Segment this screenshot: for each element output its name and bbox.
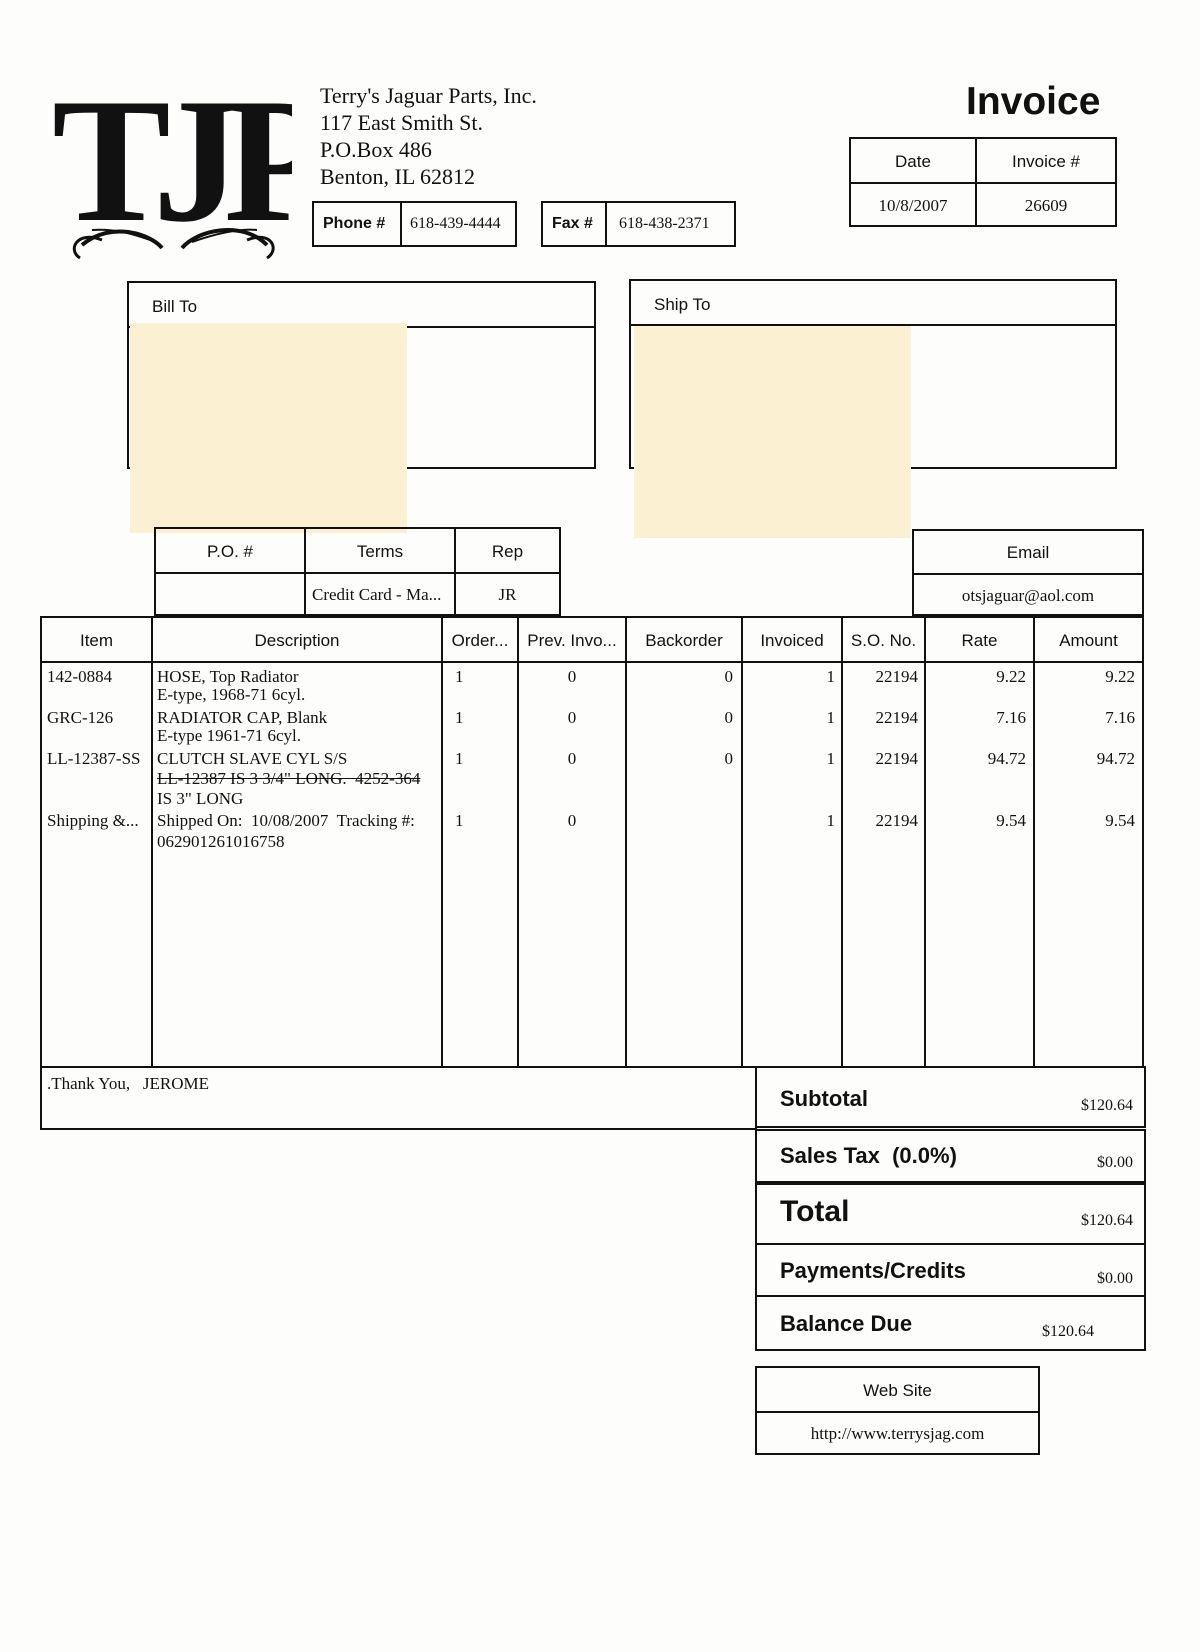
rep-value: JR xyxy=(498,585,517,604)
terms-label: Terms xyxy=(356,542,404,561)
website-box xyxy=(755,1366,1040,1455)
sales-tax-value: $0.00 xyxy=(1097,1154,1133,1171)
subtotal-label: Subtotal xyxy=(780,1086,868,1111)
row-description: RADIATOR CAP, Blank xyxy=(157,708,328,727)
row-amount: 9.22 xyxy=(1105,667,1135,686)
phone-label: Phone # xyxy=(323,215,386,232)
row-so-number: 22194 xyxy=(875,749,918,768)
row-description: CLUTCH SLAVE CYL S/S xyxy=(157,749,348,768)
row-item: Shipping &... xyxy=(47,811,139,830)
row-amount: 7.16 xyxy=(1105,708,1135,727)
invoice-date-number-box xyxy=(849,137,1117,227)
row-rate: 9.22 xyxy=(996,667,1026,686)
row-description-line2: LL-12387 IS 3 3/4" LONG. 4252-364 xyxy=(157,769,421,788)
subtotal-value: $120.64 xyxy=(1081,1097,1133,1114)
row-backorder: 0 xyxy=(724,667,733,686)
company-logo xyxy=(52,70,292,270)
ship-to-address-redacted xyxy=(634,326,911,538)
total-label: Total xyxy=(780,1195,850,1228)
date-label: Date xyxy=(895,152,931,171)
row-amount: 94.72 xyxy=(1096,749,1135,768)
header-backorder: Backorder xyxy=(645,631,723,650)
company-name: Terry's Jaguar Parts, Inc. xyxy=(320,83,537,108)
terms-value: Credit Card - Ma... xyxy=(312,585,442,604)
invoice-number-label: Invoice # xyxy=(1011,152,1081,171)
balance-due-label: Balance Due xyxy=(780,1311,913,1336)
payments-value: $0.00 xyxy=(1097,1270,1133,1287)
row-description: HOSE, Top Radiator xyxy=(157,667,299,686)
po-label: P.O. # xyxy=(207,542,253,561)
company-address-line2: P.O.Box 486 xyxy=(320,137,432,162)
header-so-number: S.O. No. xyxy=(850,631,917,650)
row-invoiced: 1 xyxy=(826,708,835,727)
row-backorder: 0 xyxy=(724,749,733,768)
header-description: Description xyxy=(254,631,340,650)
row-ordered: 1 xyxy=(455,667,464,686)
header-item: Item xyxy=(79,631,114,650)
ship-to-label: Ship To xyxy=(654,295,711,314)
header-invoiced: Invoiced xyxy=(760,631,824,650)
phone-box xyxy=(312,201,517,247)
row-rate: 94.72 xyxy=(987,749,1026,768)
row-invoiced: 1 xyxy=(826,811,835,830)
row-ordered: 1 xyxy=(455,749,464,768)
header-rate: Rate xyxy=(961,631,998,650)
header-amount: Amount xyxy=(1059,631,1118,650)
row-amount: 9.54 xyxy=(1105,811,1135,830)
payments-label: Payments/Credits xyxy=(780,1258,966,1283)
row-item: GRC-126 xyxy=(47,708,114,727)
row-ordered: 1 xyxy=(455,708,464,727)
row-item: 142-0884 xyxy=(47,667,113,686)
invoice-date: 10/8/2007 xyxy=(878,196,948,215)
balance-due-value: $120.64 xyxy=(1042,1323,1094,1340)
row-description-line2: 062901261016758 xyxy=(157,832,285,851)
row-description: Shipped On: 10/08/2007 Tracking #: xyxy=(157,811,415,830)
email-label: Email xyxy=(1006,543,1050,562)
website-label: Web Site xyxy=(863,1381,932,1400)
email-value: otsjaguar@aol.com xyxy=(961,586,1095,605)
svg-text:TJP: TJP xyxy=(52,70,292,259)
fax-box xyxy=(541,201,736,247)
header-prev-invoiced: Prev. Invo... xyxy=(527,631,617,650)
row-invoiced: 1 xyxy=(826,667,835,686)
order-info-box xyxy=(154,527,561,616)
row-prev-invoiced: 0 xyxy=(567,811,577,830)
invoice-title: Invoice xyxy=(966,80,1101,123)
row-invoiced: 1 xyxy=(826,749,835,768)
row-so-number: 22194 xyxy=(875,708,918,727)
bill-to-label: Bill To xyxy=(152,297,198,316)
company-city-state-zip: Benton, IL 62812 xyxy=(320,164,475,189)
row-backorder: 0 xyxy=(724,708,733,727)
row-rate: 7.16 xyxy=(996,708,1026,727)
fax-label: Fax # xyxy=(552,215,593,232)
row-description-line3: IS 3" LONG xyxy=(157,789,244,808)
row-ordered: 1 xyxy=(455,811,464,830)
row-item: LL-12387-SS xyxy=(47,749,141,768)
tjp-monogram-logo xyxy=(52,70,292,270)
sales-tax-label: Sales Tax (0.0%) xyxy=(780,1143,957,1168)
row-description-line2: E-type 1961-71 6cyl. xyxy=(157,726,301,745)
line-items-table xyxy=(40,616,1144,1068)
total-value: $120.64 xyxy=(1081,1212,1133,1229)
row-prev-invoiced: 0 xyxy=(567,667,577,686)
memo-box xyxy=(40,1066,757,1130)
company-address-line1: 117 East Smith St. xyxy=(320,110,483,135)
memo-text: .Thank You, JEROME xyxy=(47,1074,209,1093)
invoice-number: 26609 xyxy=(1024,196,1068,215)
row-description-line2: E-type, 1968-71 6cyl. xyxy=(157,685,306,704)
phone-number: 618-439-4444 xyxy=(410,215,501,232)
header-ordered: Order... xyxy=(451,631,509,650)
row-prev-invoiced: 0 xyxy=(567,708,577,727)
row-so-number: 22194 xyxy=(875,811,918,830)
website-url: http://www.terrysjag.com xyxy=(810,1424,985,1443)
row-rate: 9.54 xyxy=(996,811,1026,830)
row-prev-invoiced: 0 xyxy=(567,749,577,768)
fax-number: 618-438-2371 xyxy=(619,215,710,232)
row-so-number: 22194 xyxy=(875,667,918,686)
rep-label: Rep xyxy=(491,542,524,561)
bill-to-address-redacted xyxy=(130,323,407,533)
email-box xyxy=(912,529,1144,616)
